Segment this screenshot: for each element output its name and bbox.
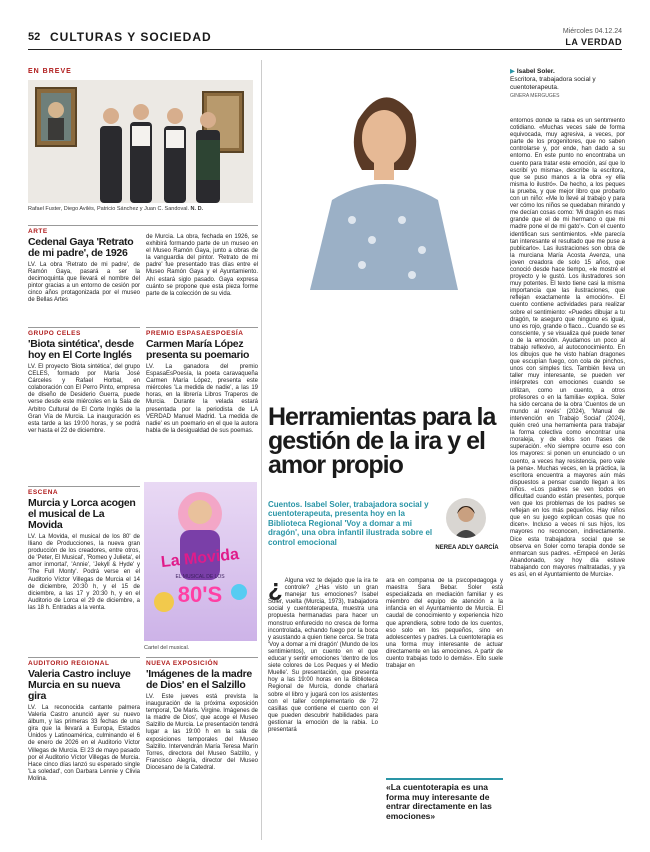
gallery-photo [28, 80, 253, 203]
isabel-soler-photo [262, 60, 506, 290]
article-column-c [510, 118, 625, 843]
arte-body-left: LV. La obra 'Retrato de mi padre', de Ramón Gaya, pasará a ser la decimoquinta que llevará el nombre del pintor gracias a un entorno de cesión por cinco años protagonizada por el museo de Bellas Artes [28, 262, 140, 304]
gallery-caption-credit: N. D. [190, 206, 204, 212]
arte-body-right: de Murcia. La obra, fechada en 1926, se exhibirá formando parte de un museo en el Museo Ramón Gaya, junto a obras de la vanguardia del pintor. 'Retrato de mi padre' fue presentado tras días entre el Museo Ramón Gaya y el Ayuntamiento. Ahí estará siglo pasado. Gaya expresa cuánto se propone que esta pieza forme parte de la colección de su vida. [146, 234, 258, 297]
brief-auditorio [28, 657, 140, 783]
brief-arte [28, 225, 258, 305]
section-title[interactable]: CULTURAS Y SOCIEDAD [50, 30, 212, 44]
escena-body: LV. La Movida, el musical de los 80' de Iliano de Producciones, la nueva gran producción de los creadores, entre otros, de 'Peter, El Musical', 'Romeo y Julieta', el amor inmortal', 'Annie', 'Jekyll & Hyde' y 'The Full Monty'. Podrá verse en el Auditorio Víctor Villegas de Murcia el 14 de diciembre, 20:30 h, y el 15 de diciembre, a las 17 y 20:30 h, y en el Auditorio de Lorca el 29 de diciembre, a las 18 h. Entradas a la venta. [28, 534, 140, 611]
gallery-caption-text: Rafael Fuster, Diego Avilés, Patricio Sánchez y Juan C. Sandoval. [28, 206, 190, 212]
la-movida-poster [144, 482, 257, 641]
arte-headline[interactable]: Cedenal Gaya 'Retrato de mi padre', de 1926 [28, 236, 134, 259]
column-a-text: Alguna vez te dejado que la ira te controle? ¿Has visto un gran manejar tus emociones? Isabel Soler, vuelta (Murcia, 1973), trabajadora social y cuentoterapeuta, muestra una propuesta hermanadas para hacer un monstruo enfurecido no cresca de forma incontrolada, echando fuego por la boca y asustando a quien tiene cerca. Se trata 'Voy a domar a mi dragón' (Mundo de los sentimientos), un cuento en el que educar y sentir emociones 'dentro de los siete colores de Los Peques y el Medio Muelle'. Su presentación, que presenta hoy a las 19:00 horas en la Biblioteca Regional de Murcia, donde charlará sobre el libro y jugará con los asistentes con el taller complementario de 72 casillas que contiene el cuento con el que pueden descubrir habilidades para gestionar la emoción de la rabia. Lo presentará [268, 578, 378, 733]
article-column-a [268, 575, 378, 734]
lead-text: Isabel Soler, trabajadora social y cuentoterapeuta, presenta hoy en la Biblioteca Regional 'Voy a domar a mi dragón', una obra infantil ilustrada sobre el control emocional [268, 500, 433, 547]
credit-desc: Escritora, trabajadora social y cuentoterapeuta. [510, 76, 596, 91]
celes-body: LV. El proyecto 'Biota sintética', del grupo CELES, formado por María José Cárceles y Rafael Horbal, en colaboración con El Perro Pinto, empresa de diseño de Desiderio Guerra, puede verse desde este miércoles en la Sala de Arbitro Cultural de El Corte Inglés de la Gran Vía de Murcia. La inauguración es esta tarde a las 19:00 horas, y se podrá ver hasta el 22 de diciembre. [28, 364, 140, 434]
espasa-kicker: PREMIO ESPASAESPOESÍA [146, 327, 258, 337]
article-column-b [386, 578, 503, 768]
portrait-illustration [262, 60, 506, 290]
exposicion-headline[interactable]: 'Imágenes de la madre de Dios' en el Salzillo [146, 668, 252, 691]
triangle-icon: ▶ [510, 68, 515, 75]
issue-date: Miércoles 04.12.24 [562, 28, 622, 35]
brief-exposicion [146, 657, 258, 772]
escena-headline[interactable]: Murcia y Lorca acogen el musical de La Movida [28, 497, 136, 531]
pull-quote: «La cuentoterapia es una forma muy interesante de entrar directamente en las emociones» [386, 778, 503, 821]
main-lead [268, 500, 438, 547]
masthead [28, 28, 622, 50]
main-headline[interactable]: Herramientas para la gestión de la ira y el amor propio [268, 403, 496, 479]
exposicion-body: LV. Este jueves está prevista la inauguración de la próxima exposición temporal, 'De Maris. Virgine. Imágenes de la madre de Dios', que acoge el Museo Salzillo de Murcia. Le presentación tendrá lugar a las 19:00 h en la sala de exposiciones temporales del Museo Salzillo. Intervendrán María Teresa Marín Torres, directora del Museo Salzillo, y Francisco Alegría, director del Museo Diocesano de la Catedral. [146, 694, 258, 771]
auditorio-headline[interactable]: Valeria Castro incluye Murcia en su nueva gira [28, 668, 131, 702]
brief-celes [28, 327, 140, 435]
poster-title: La Movida [160, 545, 240, 572]
arte-kicker: ARTE [28, 225, 258, 235]
gallery-caption [28, 206, 258, 212]
exposicion-kicker: NUEVA EXPOSICIÓN [146, 657, 258, 667]
byline: NEREA ADLY GARCÍA [435, 545, 499, 551]
poster-caption: Cartel del musical. [144, 645, 190, 651]
page-number: 52 [28, 31, 41, 43]
escena-kicker: ESCENA [28, 486, 140, 496]
author-avatar [446, 498, 486, 538]
auditorio-body: LV. La reconocida cantante palmera Valeria Castro anunció ayer su nuevo álbum, y las primeras 33 fechas de una gira que la llevará a Europa, Estados Unidos y Latinoamérica, culminando el 6 de enero de 2026 en el Auditorio Víctor Villegas de Murcia. El 23 de mayo pasado por el Auditorio Víctor Villegas de Murcia. Hace cinco días lanzó su esperado single 'La soledad', con Darbara Lennie y Clivia Molina. [28, 705, 140, 782]
brief-escena [28, 486, 140, 612]
lead-section: Cuentos. [268, 500, 303, 509]
celes-kicker: GRUPO CELES [28, 327, 140, 337]
author-avatar-illustration [446, 498, 486, 538]
photo-credit-box [510, 68, 625, 100]
auditorio-kicker: AUDITORIO REGIONAL [28, 657, 140, 667]
celes-headline[interactable]: 'Biota sintética', desde hoy en El Corte Inglés [28, 338, 134, 361]
poster-subtitle: EL MUSICAL DE LOS [175, 574, 225, 580]
brief-espasa [146, 327, 258, 435]
en-breve-label: EN BREVE [28, 68, 72, 75]
espasa-headline[interactable]: Carmen María López presenta su poemario [146, 338, 250, 361]
credit-photographer: GINERA MERGUGES [510, 93, 560, 99]
dropcap: ¿ [268, 575, 283, 602]
column-b-text: ará en compañía de la psicopedagoga y maestra Sara Bebar. Soler está especializada en mediación familiar y es miembro del equipo de atención a la infancia en el Ayuntamiento de Murcia. El caudal de conocimiento y experiencia hizo que aprendiera, sobre todo de los cuentos, eso solo en los pequeños, sino en adolescentes y padres. La cuentoterapia es una forma muy interesante de actuar directamente en las emociones. A partir de cuento trabajas todo lo demás». Ello suele trabajar en [386, 578, 503, 670]
gallery-photo-illustration [28, 80, 253, 203]
brand-logo[interactable]: LA VERDAD [565, 37, 622, 47]
poster-decade: 80'S [177, 582, 223, 607]
credit-name: Isabel Soler. [516, 68, 555, 75]
espasa-body: LV. La ganadora del premio EspasaEsPoesía, la poeta caravaqueña Carmen María López, presenta este miércoles 'La medida de nadie', a las 19 horas, en la librería Libros Traperos de Murcia. Durante la velada estará presentada por la periodista de LA VERDAD Manuel Madrid. 'La medida de nadie' es un poemario en el que la autora habla de la desigualdad de sus poemas. [146, 364, 258, 434]
column-c-text: entornos donde la rabia es un sentimiento cotidiano. «Muchas veces sale de forma equivocada, muy agresiva, a veces, por parte de los progenitores, que no saben controlarse y, por ende, han dado a su entorno. En este punto no encontraba un cuento para tratar este emoción, así que lo escribí yo misma», describe la escritora, que se puso manos a la obra «y ella misma lo ilustró». De hecho, a los peques la prueba, y que mejor libro que probarlo con un niño: «Me lo llevé al trabajo y para ver cómo los niños se quedaban mirando y me decían cosas como: 'Mi dragón es mas grande que el de mi hermano o que mi madre pone el de mi gato'». Con el cuento identifican sus sentimientos. «Me parecía tan interesante el resultado que me puse a publicarlo». Las ilustraciones son obra de la murciana María Acosta Avenza, una joven creadora de solo 15 años, que conoció desde hace tiempo, «le mostré el proyecto y le gustó. Los ilustradores son muy potentes. El texto tiene casi la misma importancia que las ilustraciones, que reflejan exactamente la emoción». El cuento contiene actividades para realizar sobre el sentimiento: «Puedes dibujar a tu dragón, te aseguro que ninguno es igual, uno es rojo, grande o flaco... Cuando se es consciente, y se visualiza qué puede tener o de la emoción. Ayudamos un poco al trabajo reflexivo, al autoconocimiento. En los dibujos que he visto habían dragones que escupían fuego, con cola de pinchos, unos con simples tics. También lleva un taller muy interesante, se pueden ver intérpretes con emociones cuando se utilizan, como un cuento, a otros profesores o en la familia» explica. Soler ha sido cercana de la obra 'Cuentos de un mundo al revés' (2024), 'Manual de intervención en Trabajo Social' (2024), quién creó una herramienta para trabajar la forma colectiva como encontrar una moraleja, y de ellos son frases de superación. «No siempre ocurre eso con los mayores: si ponen un enunciado o un cuento, a veces hay resistencia, pero vale la pena». Muchas veces, en la práctica, la escritora encuentra a mayores aún más dispuestos a pensar cuando llegan a los niños. «Los padres se ven todos en dificultad cuando están presentes, porque ven que los problemas de los padres se reflejan en los más pequeños. Hay niños que en su juego explican cosas que no dicen». Incluso a veces ni sus hijos, los mayores no reconocen, indirectamente. Dice esta trabajadora social que se observa en Soler como terapia donde se enmarcan sus padres. «Empecé en Jerás Abandonado, soy hoy día estuve trabajando con mayores maltratadas, y ya es así, en el Ayuntamiento de Murcia». [510, 118, 625, 578]
